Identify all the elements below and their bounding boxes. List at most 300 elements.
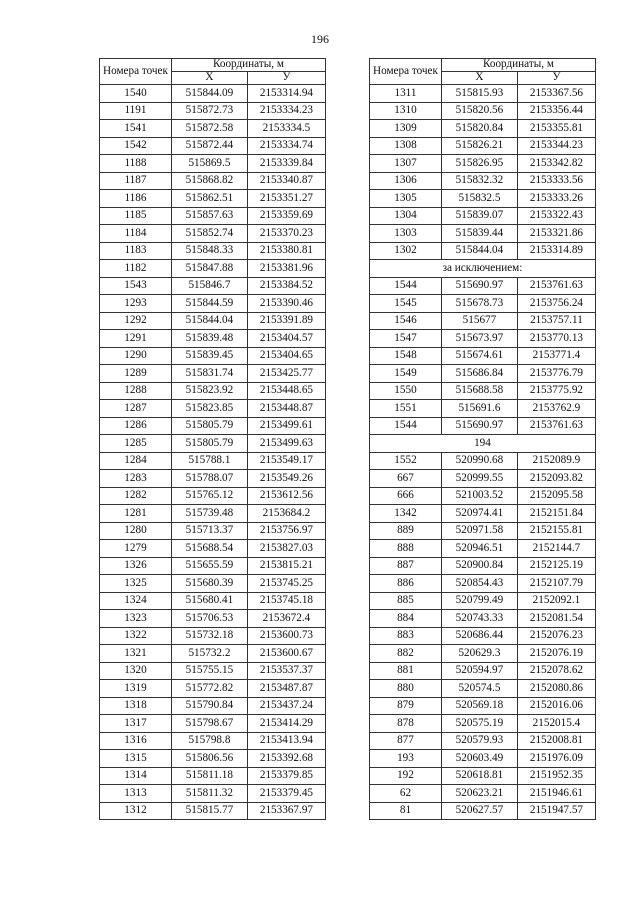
x-coordinate-cell: 520900.84 bbox=[441, 557, 517, 575]
point-number-cell: 1284 bbox=[100, 452, 172, 470]
y-coordinate-cell: 2153770.13 bbox=[517, 330, 595, 348]
x-coordinate-cell: 515826.95 bbox=[441, 155, 517, 173]
point-number-cell: 1302 bbox=[370, 242, 442, 260]
x-coordinate-cell: 515832.32 bbox=[441, 172, 517, 190]
y-coordinate-cell: 2153487.87 bbox=[247, 680, 325, 698]
point-number-cell: 1551 bbox=[370, 400, 442, 418]
points-header: Номера точек bbox=[100, 59, 172, 85]
x-coordinate-cell: 515839.45 bbox=[171, 347, 247, 365]
table-row bbox=[370, 540, 596, 558]
y-coordinate-cell: 2152092.1 bbox=[517, 592, 595, 610]
x-coordinate-cell: 515844.04 bbox=[441, 242, 517, 260]
table-row bbox=[100, 102, 326, 120]
point-number-cell: 1287 bbox=[100, 400, 172, 418]
table-row bbox=[100, 347, 326, 365]
point-number-cell: 1546 bbox=[370, 312, 442, 330]
point-number-cell: 1541 bbox=[100, 120, 172, 138]
x-coordinate-cell: 520799.49 bbox=[441, 592, 517, 610]
table-row bbox=[100, 680, 326, 698]
point-number-cell: 192 bbox=[370, 767, 442, 785]
point-number-cell: 1304 bbox=[370, 207, 442, 225]
y-coordinate-cell: 2153370.23 bbox=[247, 225, 325, 243]
y-coordinate-cell: 2153672.4 bbox=[247, 610, 325, 628]
x-coordinate-cell: 515820.84 bbox=[441, 120, 517, 138]
x-coordinate-cell: 515680.41 bbox=[171, 592, 247, 610]
y-coordinate-cell: 2153334.74 bbox=[247, 137, 325, 155]
y-coordinate-cell: 2153344.23 bbox=[517, 137, 595, 155]
table-row bbox=[370, 137, 596, 155]
section-label: за исключением: bbox=[370, 260, 596, 278]
y-coordinate-cell: 2152016.06 bbox=[517, 697, 595, 715]
point-number-cell: 1545 bbox=[370, 295, 442, 313]
coordinates-table-right bbox=[369, 58, 596, 820]
x-coordinate-cell: 515847.88 bbox=[171, 260, 247, 278]
section-label: 194 bbox=[370, 435, 596, 453]
point-number-cell: 1283 bbox=[100, 470, 172, 488]
point-number-cell: 1547 bbox=[370, 330, 442, 348]
point-number-cell: 1307 bbox=[370, 155, 442, 173]
table-row bbox=[370, 785, 596, 803]
x-coordinate-cell: 515848.33 bbox=[171, 242, 247, 260]
point-number-cell: 1306 bbox=[370, 172, 442, 190]
table-row bbox=[370, 662, 596, 680]
y-coordinate-cell: 2152089.9 bbox=[517, 452, 595, 470]
point-number-cell: 1183 bbox=[100, 242, 172, 260]
y-coordinate-cell: 2152080.86 bbox=[517, 680, 595, 698]
x-coordinate-cell: 515839.48 bbox=[171, 330, 247, 348]
y-coordinate-cell: 2153381.96 bbox=[247, 260, 325, 278]
x-coordinate-cell: 515806.56 bbox=[171, 750, 247, 768]
x-coordinate-cell: 520686.44 bbox=[441, 627, 517, 645]
table-row bbox=[100, 470, 326, 488]
x-coordinate-cell: 515823.92 bbox=[171, 382, 247, 400]
point-number-cell: 1305 bbox=[370, 190, 442, 208]
y-coordinate-cell: 2152095.58 bbox=[517, 487, 595, 505]
table-row bbox=[370, 155, 596, 173]
x-coordinate-cell: 515844.09 bbox=[171, 85, 247, 103]
table-row bbox=[370, 277, 596, 295]
x-coordinate-cell: 520575.19 bbox=[441, 715, 517, 733]
x-coordinate-cell: 515852.74 bbox=[171, 225, 247, 243]
table-row bbox=[370, 802, 596, 820]
y-coordinate-cell: 2152093.82 bbox=[517, 470, 595, 488]
point-number-cell: 1325 bbox=[100, 575, 172, 593]
point-number-cell: 1186 bbox=[100, 190, 172, 208]
table-row bbox=[100, 172, 326, 190]
y-coordinate-cell: 2153391.89 bbox=[247, 312, 325, 330]
point-number-cell: 1310 bbox=[370, 102, 442, 120]
table-row bbox=[370, 715, 596, 733]
y-coordinate-cell: 2153684.2 bbox=[247, 505, 325, 523]
point-number-cell: 1316 bbox=[100, 732, 172, 750]
x-coordinate-cell: 515788.07 bbox=[171, 470, 247, 488]
table-row bbox=[100, 697, 326, 715]
point-number-cell: 1280 bbox=[100, 522, 172, 540]
x-coordinate-cell: 520623.21 bbox=[441, 785, 517, 803]
x-coordinate-cell: 515691.6 bbox=[441, 400, 517, 418]
x-coordinate-cell: 515688.58 bbox=[441, 382, 517, 400]
table-row bbox=[370, 592, 596, 610]
point-number-cell: 1319 bbox=[100, 680, 172, 698]
x-coordinate-cell: 515839.44 bbox=[441, 225, 517, 243]
table-row bbox=[100, 295, 326, 313]
x-coordinate-cell: 515790.84 bbox=[171, 697, 247, 715]
y-coordinate-cell: 2151947.57 bbox=[517, 802, 595, 820]
point-number-cell: 1303 bbox=[370, 225, 442, 243]
y-coordinate-cell: 2152076.19 bbox=[517, 645, 595, 663]
table-row bbox=[370, 680, 596, 698]
table-row bbox=[100, 452, 326, 470]
x-coordinate-cell: 515862.51 bbox=[171, 190, 247, 208]
table-row bbox=[370, 417, 596, 435]
table-row bbox=[100, 715, 326, 733]
x-coordinate-cell: 520574.5 bbox=[441, 680, 517, 698]
coordinates-table-left bbox=[99, 58, 326, 820]
x-coordinate-cell: 520618.81 bbox=[441, 767, 517, 785]
point-number-cell: 1544 bbox=[370, 277, 442, 295]
y-coordinate-cell: 2153321.86 bbox=[517, 225, 595, 243]
coords-header: Координаты, м bbox=[171, 59, 325, 72]
point-number-cell: 1314 bbox=[100, 767, 172, 785]
x-coordinate-cell: 520594.97 bbox=[441, 662, 517, 680]
table-row bbox=[370, 225, 596, 243]
x-coordinate-cell: 515655.59 bbox=[171, 557, 247, 575]
table-row bbox=[100, 487, 326, 505]
y-coordinate-cell: 2153537.37 bbox=[247, 662, 325, 680]
x-coordinate-cell: 515857.63 bbox=[171, 207, 247, 225]
x-coordinate-cell: 515713.37 bbox=[171, 522, 247, 540]
table-row bbox=[100, 435, 326, 453]
table-row bbox=[370, 330, 596, 348]
table-row bbox=[100, 260, 326, 278]
y-coordinate-cell: 2153448.65 bbox=[247, 382, 325, 400]
y-coordinate-cell: 2153404.57 bbox=[247, 330, 325, 348]
x-coordinate-cell: 515844.59 bbox=[171, 295, 247, 313]
table-row bbox=[370, 487, 596, 505]
table-row bbox=[370, 645, 596, 663]
x-coordinate-cell: 521003.52 bbox=[441, 487, 517, 505]
table-row bbox=[100, 505, 326, 523]
y-coordinate-cell: 2153771.4 bbox=[517, 347, 595, 365]
x-coordinate-cell: 515690.97 bbox=[441, 277, 517, 295]
y-coordinate-cell: 2152125.19 bbox=[517, 557, 595, 575]
table-row bbox=[100, 85, 326, 103]
y-coordinate-cell: 2153339.84 bbox=[247, 155, 325, 173]
point-number-cell: 887 bbox=[370, 557, 442, 575]
y-coordinate-cell: 2153776.79 bbox=[517, 365, 595, 383]
y-coordinate-cell: 2153612.56 bbox=[247, 487, 325, 505]
y-coordinate-cell: 2153359.69 bbox=[247, 207, 325, 225]
x-coordinate-cell: 520854.43 bbox=[441, 575, 517, 593]
table-row bbox=[100, 767, 326, 785]
x-coordinate-cell: 520971.58 bbox=[441, 522, 517, 540]
table-row bbox=[370, 767, 596, 785]
point-number-cell: 1311 bbox=[370, 85, 442, 103]
point-number-cell: 1322 bbox=[100, 627, 172, 645]
table-row bbox=[100, 225, 326, 243]
y-coordinate-cell: 2153745.25 bbox=[247, 575, 325, 593]
page-number: 196 bbox=[311, 32, 329, 46]
point-number-cell: 889 bbox=[370, 522, 442, 540]
y-coordinate-cell: 2153380.81 bbox=[247, 242, 325, 260]
point-number-cell: 1187 bbox=[100, 172, 172, 190]
table-row bbox=[370, 732, 596, 750]
y-coordinate-cell: 2153761.63 bbox=[517, 277, 595, 295]
table-row bbox=[100, 645, 326, 663]
y-coordinate-cell: 2153340.87 bbox=[247, 172, 325, 190]
x-coordinate-cell: 515798.8 bbox=[171, 732, 247, 750]
x-coordinate-cell: 515755.15 bbox=[171, 662, 247, 680]
x-coordinate-cell: 515872.44 bbox=[171, 137, 247, 155]
x-coordinate-cell: 520627.57 bbox=[441, 802, 517, 820]
table-row bbox=[100, 242, 326, 260]
table-row bbox=[370, 697, 596, 715]
y-coordinate-cell: 2153342.82 bbox=[517, 155, 595, 173]
table-row bbox=[100, 592, 326, 610]
x-coordinate-cell: 515811.32 bbox=[171, 785, 247, 803]
table-row bbox=[100, 802, 326, 820]
y-coordinate-cell: 2153756.97 bbox=[247, 522, 325, 540]
x-coordinate-cell: 515798.67 bbox=[171, 715, 247, 733]
table-row bbox=[370, 190, 596, 208]
point-number-cell: 1548 bbox=[370, 347, 442, 365]
point-number-cell: 1342 bbox=[370, 505, 442, 523]
x-coordinate-cell: 515739.48 bbox=[171, 505, 247, 523]
y-coordinate-cell: 2153367.97 bbox=[247, 802, 325, 820]
y-coordinate-cell: 2153351.27 bbox=[247, 190, 325, 208]
point-number-cell: 81 bbox=[370, 802, 442, 820]
coords-header: Координаты, м bbox=[441, 59, 595, 72]
y-coordinate-cell: 2153499.61 bbox=[247, 417, 325, 435]
point-number-cell: 1544 bbox=[370, 417, 442, 435]
y-coordinate-cell: 2153392.68 bbox=[247, 750, 325, 768]
point-number-cell: 666 bbox=[370, 487, 442, 505]
point-number-cell: 886 bbox=[370, 575, 442, 593]
point-number-cell: 1182 bbox=[100, 260, 172, 278]
point-number-cell: 1323 bbox=[100, 610, 172, 628]
table-row bbox=[370, 557, 596, 575]
y-coordinate-cell: 2153549.26 bbox=[247, 470, 325, 488]
x-coordinate-cell: 515677 bbox=[441, 312, 517, 330]
x-coordinate-cell: 515832.5 bbox=[441, 190, 517, 208]
table-row bbox=[370, 85, 596, 103]
table-row bbox=[370, 505, 596, 523]
y-coordinate-cell: 2152081.54 bbox=[517, 610, 595, 628]
y-coordinate-cell: 2153390.46 bbox=[247, 295, 325, 313]
point-number-cell: 1285 bbox=[100, 435, 172, 453]
table-row bbox=[370, 382, 596, 400]
x-coordinate-cell: 515788.1 bbox=[171, 452, 247, 470]
y-coordinate-cell: 2153384.52 bbox=[247, 277, 325, 295]
table-row bbox=[100, 750, 326, 768]
y-coordinate-cell: 2153367.56 bbox=[517, 85, 595, 103]
y-coordinate-cell: 2153549.17 bbox=[247, 452, 325, 470]
point-number-cell: 879 bbox=[370, 697, 442, 715]
y-coordinate-cell: 2153379.85 bbox=[247, 767, 325, 785]
y-coordinate-cell: 2153448.87 bbox=[247, 400, 325, 418]
y-coordinate-cell: 2152155.81 bbox=[517, 522, 595, 540]
x-coordinate-cell: 515673.97 bbox=[441, 330, 517, 348]
table-row bbox=[100, 575, 326, 593]
x-coordinate-cell: 520569.18 bbox=[441, 697, 517, 715]
point-number-cell: 1279 bbox=[100, 540, 172, 558]
table-row bbox=[100, 277, 326, 295]
point-number-cell: 877 bbox=[370, 732, 442, 750]
table-row bbox=[370, 172, 596, 190]
x-coordinate-cell: 515869.5 bbox=[171, 155, 247, 173]
table-row bbox=[100, 785, 326, 803]
y-coordinate-cell: 2153334.5 bbox=[247, 120, 325, 138]
point-number-cell: 1286 bbox=[100, 417, 172, 435]
table-row bbox=[100, 155, 326, 173]
y-coordinate-cell: 2152144.7 bbox=[517, 540, 595, 558]
y-coordinate-cell: 2153761.63 bbox=[517, 417, 595, 435]
point-number-cell: 1317 bbox=[100, 715, 172, 733]
point-number-cell: 1315 bbox=[100, 750, 172, 768]
point-number-cell: 1309 bbox=[370, 120, 442, 138]
table-row bbox=[370, 627, 596, 645]
x-coordinate-cell: 515815.93 bbox=[441, 85, 517, 103]
point-number-cell: 883 bbox=[370, 627, 442, 645]
table-row bbox=[370, 522, 596, 540]
table-row bbox=[100, 365, 326, 383]
x-coordinate-cell: 515772.82 bbox=[171, 680, 247, 698]
table-row bbox=[370, 260, 596, 278]
table-row bbox=[370, 347, 596, 365]
point-number-cell: 1320 bbox=[100, 662, 172, 680]
x-coordinate-cell: 515732.18 bbox=[171, 627, 247, 645]
point-number-cell: 880 bbox=[370, 680, 442, 698]
x-coordinate-cell: 515732.2 bbox=[171, 645, 247, 663]
x-coordinate-cell: 515831.74 bbox=[171, 365, 247, 383]
y-coordinate-cell: 2153757.11 bbox=[517, 312, 595, 330]
x-coordinate-cell: 520629.3 bbox=[441, 645, 517, 663]
y-coordinate-cell: 2153333.56 bbox=[517, 172, 595, 190]
y-coordinate-cell: 2152151.84 bbox=[517, 505, 595, 523]
x-coordinate-cell: 515811.18 bbox=[171, 767, 247, 785]
y-coordinate-cell: 2151952.35 bbox=[517, 767, 595, 785]
y-coordinate-cell: 2153600.67 bbox=[247, 645, 325, 663]
point-number-cell: 1540 bbox=[100, 85, 172, 103]
point-number-cell: 62 bbox=[370, 785, 442, 803]
y-coordinate-cell: 2153333.26 bbox=[517, 190, 595, 208]
x-coordinate-cell: 515844.04 bbox=[171, 312, 247, 330]
y-coordinate-cell: 2153355.81 bbox=[517, 120, 595, 138]
table-row bbox=[100, 190, 326, 208]
table-row bbox=[100, 400, 326, 418]
y-coordinate-cell: 2153827.03 bbox=[247, 540, 325, 558]
y-coordinate-cell: 2153775.92 bbox=[517, 382, 595, 400]
point-number-cell: 1321 bbox=[100, 645, 172, 663]
table-row bbox=[100, 312, 326, 330]
table-row bbox=[100, 330, 326, 348]
x-coordinate-cell: 515872.58 bbox=[171, 120, 247, 138]
y-coordinate-cell: 2153437.24 bbox=[247, 697, 325, 715]
table-row bbox=[100, 120, 326, 138]
x-coordinate-cell: 520990.68 bbox=[441, 452, 517, 470]
point-number-cell: 1288 bbox=[100, 382, 172, 400]
x-coordinate-cell: 515690.97 bbox=[441, 417, 517, 435]
table-row bbox=[370, 435, 596, 453]
point-number-cell: 1184 bbox=[100, 225, 172, 243]
x-coordinate-cell: 515805.79 bbox=[171, 435, 247, 453]
table-row bbox=[370, 470, 596, 488]
y-coordinate-cell: 2152078.62 bbox=[517, 662, 595, 680]
x-coordinate-cell: 515820.56 bbox=[441, 102, 517, 120]
table-row bbox=[100, 522, 326, 540]
x-coordinate-cell: 515868.82 bbox=[171, 172, 247, 190]
x-coordinate-cell: 520579.93 bbox=[441, 732, 517, 750]
point-number-cell: 882 bbox=[370, 645, 442, 663]
x-coordinate-cell: 515826.21 bbox=[441, 137, 517, 155]
point-number-cell: 1326 bbox=[100, 557, 172, 575]
x-coordinate-cell: 515688.54 bbox=[171, 540, 247, 558]
x-coordinate-cell: 515680.39 bbox=[171, 575, 247, 593]
x-header: X bbox=[441, 72, 517, 85]
x-header: X bbox=[171, 72, 247, 85]
table-row bbox=[100, 557, 326, 575]
point-number-cell: 1318 bbox=[100, 697, 172, 715]
table-row bbox=[100, 382, 326, 400]
x-coordinate-cell: 515846.7 bbox=[171, 277, 247, 295]
table-row bbox=[370, 102, 596, 120]
y-coordinate-cell: 2153314.94 bbox=[247, 85, 325, 103]
table-row bbox=[100, 662, 326, 680]
table-row bbox=[100, 417, 326, 435]
table-row bbox=[370, 120, 596, 138]
point-number-cell: 1289 bbox=[100, 365, 172, 383]
point-number-cell: 1542 bbox=[100, 137, 172, 155]
x-coordinate-cell: 515872.73 bbox=[171, 102, 247, 120]
point-number-cell: 1293 bbox=[100, 295, 172, 313]
table-row bbox=[370, 750, 596, 768]
x-coordinate-cell: 515706.53 bbox=[171, 610, 247, 628]
x-coordinate-cell: 520974.41 bbox=[441, 505, 517, 523]
y-coordinate-cell: 2152076.23 bbox=[517, 627, 595, 645]
point-number-cell: 885 bbox=[370, 592, 442, 610]
table-row bbox=[370, 610, 596, 628]
point-number-cell: 1550 bbox=[370, 382, 442, 400]
point-number-cell: 193 bbox=[370, 750, 442, 768]
y-coordinate-cell: 2151946.61 bbox=[517, 785, 595, 803]
points-header: Номера точек bbox=[370, 59, 442, 85]
y-coordinate-cell: 2153379.45 bbox=[247, 785, 325, 803]
table-row bbox=[370, 575, 596, 593]
table-row bbox=[370, 365, 596, 383]
y-coordinate-cell: 2153404.65 bbox=[247, 347, 325, 365]
x-coordinate-cell: 520743.33 bbox=[441, 610, 517, 628]
table-row bbox=[100, 610, 326, 628]
point-number-cell: 1324 bbox=[100, 592, 172, 610]
x-coordinate-cell: 515839.07 bbox=[441, 207, 517, 225]
y-coordinate-cell: 2153600.73 bbox=[247, 627, 325, 645]
point-number-cell: 667 bbox=[370, 470, 442, 488]
y-coordinate-cell: 2153356.44 bbox=[517, 102, 595, 120]
point-number-cell: 1552 bbox=[370, 452, 442, 470]
point-number-cell: 878 bbox=[370, 715, 442, 733]
y-coordinate-cell: 2153334.23 bbox=[247, 102, 325, 120]
point-number-cell: 1185 bbox=[100, 207, 172, 225]
table-row bbox=[100, 627, 326, 645]
point-number-cell: 1549 bbox=[370, 365, 442, 383]
y-coordinate-cell: 2152008.81 bbox=[517, 732, 595, 750]
table-row bbox=[100, 540, 326, 558]
point-number-cell: 1281 bbox=[100, 505, 172, 523]
table-row bbox=[370, 242, 596, 260]
x-coordinate-cell: 520999.55 bbox=[441, 470, 517, 488]
point-number-cell: 1313 bbox=[100, 785, 172, 803]
y-coordinate-cell: 2153425.77 bbox=[247, 365, 325, 383]
